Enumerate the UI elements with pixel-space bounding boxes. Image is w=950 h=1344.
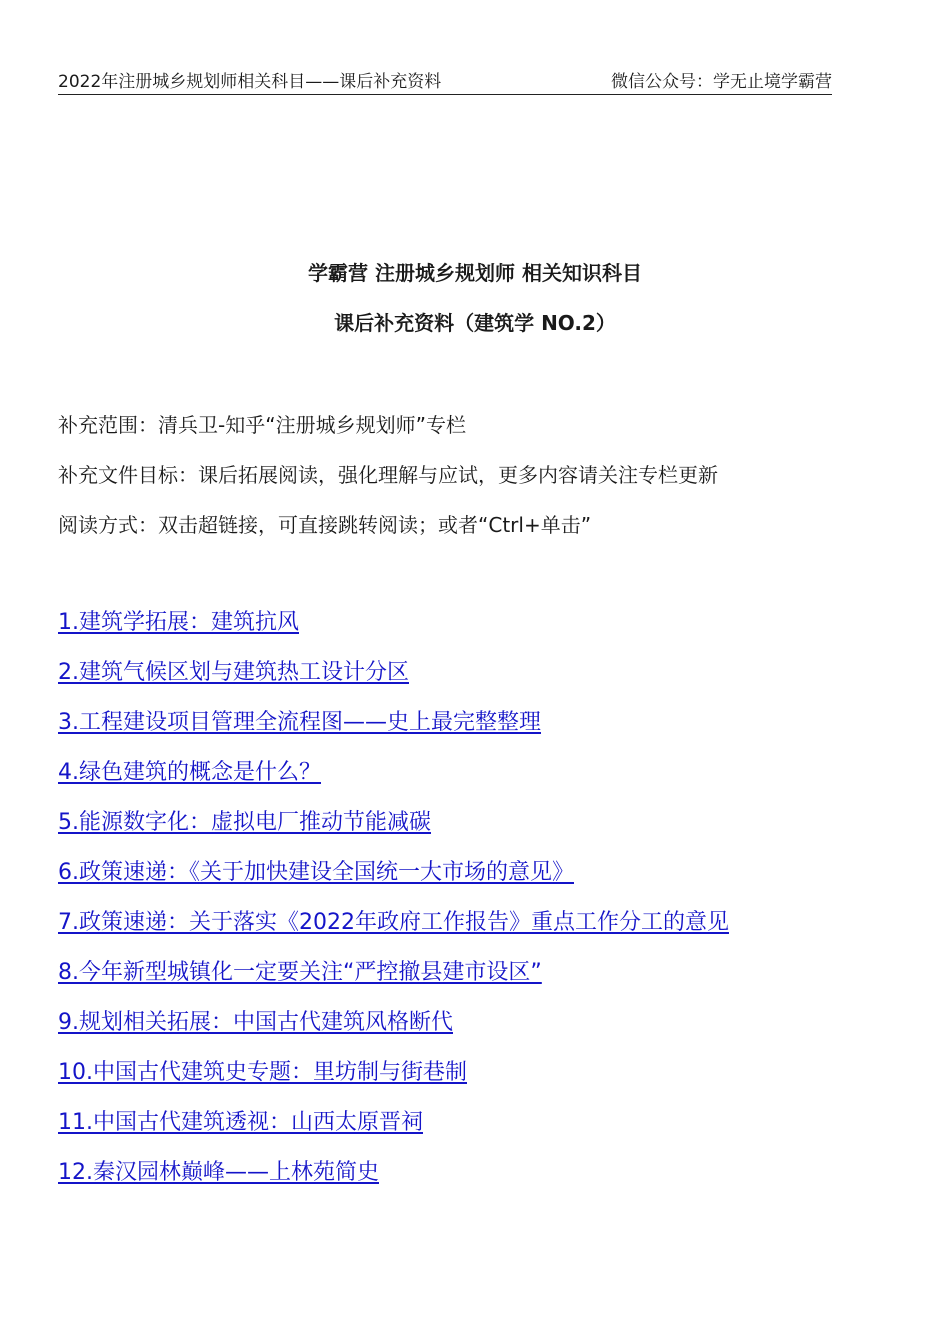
list-item	[58, 758, 918, 788]
link-11[interactable]: 11.中国古代建筑透视：山西太原晋祠	[58, 1110, 423, 1135]
list-item	[58, 1008, 918, 1038]
header-right-text: 微信公众号：学无止境学霸营	[611, 72, 832, 92]
link-8[interactable]: 8.今年新型城镇化一定要关注“严控撤县建市设区”	[58, 960, 542, 985]
list-item	[58, 1108, 918, 1138]
link-6[interactable]: 6.政策速递：《关于加快建设全国统一大市场的意见》	[58, 860, 574, 885]
header-left-text: 2022年注册城乡规划师相关科目——课后补充资料	[58, 72, 442, 92]
link-2[interactable]: 2.建筑气候区划与建筑热工设计分区	[58, 660, 409, 685]
list-item	[58, 1058, 918, 1088]
list-item	[58, 1158, 918, 1188]
link-10[interactable]: 10.中国古代建筑史专题：里坊制与街巷制	[58, 1060, 467, 1085]
list-item	[58, 608, 918, 638]
document-title	[0, 258, 950, 358]
list-item	[58, 908, 918, 938]
link-5[interactable]: 5.能源数字化：虚拟电厂推动节能减碳	[58, 810, 431, 835]
link-3[interactable]: 3.工程建设项目管理全流程图——史上最完整整理	[58, 710, 541, 735]
goal-text: 补充文件目标：课后拓展阅读，强化理解与应试，更多内容请关注专栏更新	[58, 463, 718, 487]
link-7[interactable]: 7.政策速递：关于落实《2022年政府工作报告》重点工作分工的意见	[58, 910, 729, 935]
list-item	[58, 858, 918, 888]
list-item	[58, 708, 918, 738]
link-list	[58, 608, 918, 1208]
method-text: 阅读方式：双击超链接，可直接跳转阅读；或者“Ctrl+单击”	[58, 513, 592, 537]
link-1[interactable]: 1.建筑学拓展：建筑抗风	[58, 610, 299, 635]
list-item	[58, 808, 918, 838]
link-12[interactable]: 12.秦汉园林巅峰——上林苑简史	[58, 1160, 379, 1185]
info-section	[58, 410, 898, 560]
link-4[interactable]: 4.绿色建筑的概念是什么？	[58, 760, 321, 785]
list-item	[58, 658, 918, 688]
link-9[interactable]: 9.规划相关拓展：中国古代建筑风格断代	[58, 1010, 453, 1035]
scope-text: 补充范围：清兵卫-知乎“注册城乡规划师”专栏	[58, 413, 466, 437]
list-item	[58, 958, 918, 988]
title-line-2: 课后补充资料（建筑学 NO.2）	[334, 311, 616, 335]
title-line-1: 学霸营 注册城乡规划师 相关知识科目	[308, 261, 642, 285]
page-header	[58, 70, 832, 95]
